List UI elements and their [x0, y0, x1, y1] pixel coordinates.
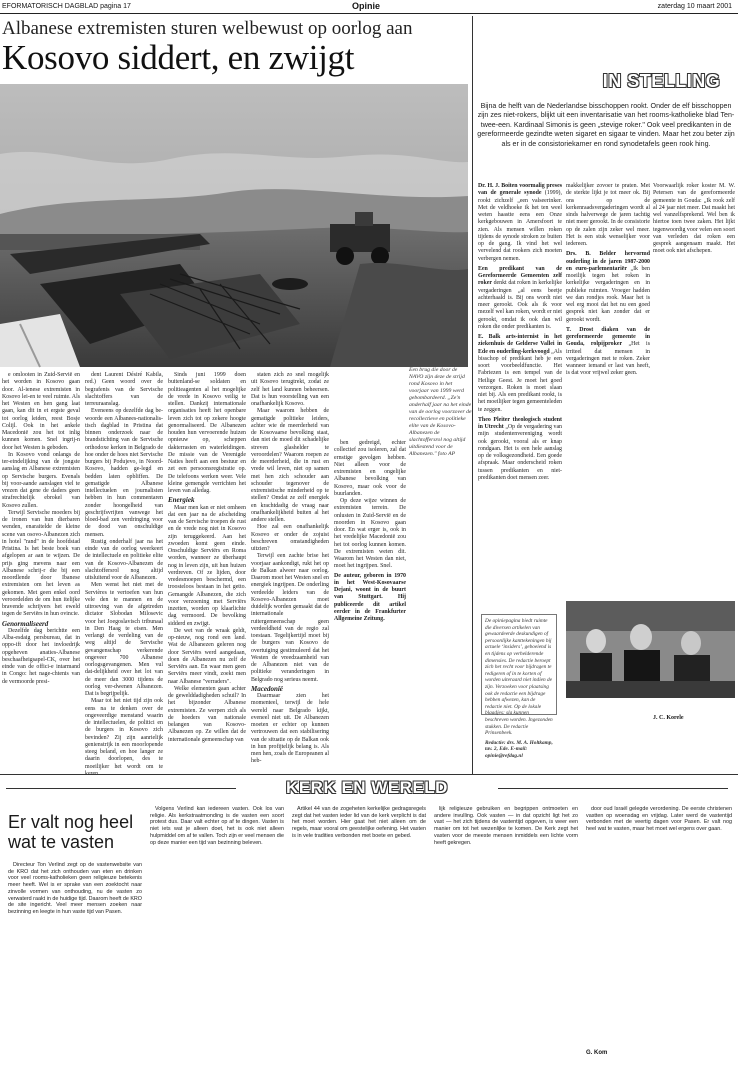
article-headline: Kosovo siddert, en zwijgt [2, 38, 355, 77]
quote-block: Dr. H. J. Boiten voormalig preses van de generale synode (1999), rookt zichzelf „een valseerinker. Met de veldhoeke ik het ten weel weten haastte eens een Onze kerkgebouwen in Amersfoort te zien. Als mensen willen roken tijdens de synode stroken ze buiten op de gang. Ik vind het wel vervelend dat rookers zich moeten verbergen nemen. [478, 183, 562, 262]
religion-column-1 [8, 862, 142, 1062]
paragraph: Maar tot het niet tijd zijn ook eens na te denken over de ongeveerdige menstand waarin de intellectuelen, de politici en de burgers in Kosovo zich bevinden? Zij zijn aanrielijk genienstrijk in een moorlopende steeg beland, en hoe langer ze daarin doorlopen, des te moeilijker het wordt om te [85, 698, 163, 770]
in-stelling-logo: IN STELLING [602, 71, 721, 91]
article-column-2 [85, 372, 163, 772]
paragraph: Maar men kan er niet omheen dat een jaar na de afscheiding van de Servische troepen de rust en de vrede nog niet in Kosovo zijn teruggekeerd. Aan het zwoeden komt geen einde. Onschuldige Serviërs en Roma worden, wanneer ze überhaupt nog in leven zijn, uit hun huizen verdreven. Of ze lijden, door vredesmoepen beschermd, een troosteloos bestaan in het getto. Gemangde Albanezen, die zich voor verzoening met Serviërs inzetten, worden op klaarlichte dag vermoord. De bevolking sidderd en zwijgt. [168, 504, 246, 627]
religion-column-5 [586, 806, 732, 1046]
paragraph: Terwijl een zachte brise het voorjaar aankondigt, rukt het op de Balkan alweer naar oorlog. Daarom moet het Westen snel en energiek ingrijpen. De onderling verdeelde leiders van de Kosovo-Albanezen moet duidelijk worden gemaakt dat de internationale ruitergemeenschap geen verdeeldheid van de regio zal toestaan. Tegelijkertijd moet bij de burgers van Kosovo de overtuiging gestimuleerd dat het Westen de vreedzaamheid van de Albanezen niet van de politieke veranderingen in Belgrado nog serieus neemt. [251, 553, 329, 683]
paragraph: Op deze wijze winnen de extremisten terrein. De onlusten in Zuid-Servië en de moorden in Kosovo gaan door. En wat erger is, ook in het vredelijke Macedonië zou het tot oorlog kunnen komen. De extremisten weten dit. Waarom het Westen dan niet, moet het ingrijpen. Snel. [334, 498, 406, 570]
paragraph: ben gedreigd, echter collectief zou isoleren, zal dat ernstige gevolgen hebben. Niet alleen voor de extremisten en ongelijke Albanese bevolking van Kosovo, maar ook voor de buurlanden. [334, 440, 406, 497]
paragraph: Welke elementen gaan achter de gewelddadigheden schuil? In het bijzonder Albanese extremisten. Ze werpen zich als de hoeders van nationale belangen van Kosovo-Albanezen op. Ze willen dat de internationale gemeenschap van [168, 685, 246, 743]
paragraph: Dezelfde dag berichtte een Alba-esdaig persbureau, dat in oppo-ift door het invloedrijk opgeheven anaties-Albanese beschaafheigsapel-CK, over het einde van de offici-e intarmand in Congo: het nage-chtenis van de vermoorde presi- [2, 627, 80, 685]
photo-caption: Een brug die door de NAVO zijn deze de strijd rond Kosovo in het voorjaar van 1999 werd gebombardeerd. „Ze'n anderhalf jaar na het einde van de oorlog voorzover de recollectieve en politieke elite van de Kosovo-Albanezen de slachtoffersrol nog altijd uitdiestend voor de Albanezen." foto AP [409, 367, 472, 457]
bridge-photo-illustration [0, 84, 468, 367]
article-kicker: Albanese extremisten sturen welbewust op oorlog aan [2, 18, 413, 39]
author-note: De auteur, geboren in 1970 in het West-Kosovaarse Dejani, woont in de buurt van Stuttgart. Hij publiceerde dit artikel eerder in de Frankfurter Allgemeine Zeitung. [334, 572, 406, 622]
paragraph: Rustig onderhalf jaar na het einde van de oorlog weerkeert de intellectuele en politieke elite van de Kosovo-Albanezen de slachtoffersrol nog altijd uitsluitend voor de Albanezen. [85, 538, 163, 581]
paragraph: Daarmaar zien het momenteel, terwijl de hele wereld naar Belgrado kijkt, eveneel niet uit. De Albanezen moeten er echter op kunnen vertrouwen dat een stabilisering van de situatie op de Balkan ook in hun profijtelijk belang is. Als men hen, zoals de Europeanen al heb- [251, 693, 329, 765]
religion-signature: G. Kom [586, 1050, 608, 1056]
quote-block: T. Drost diaken van de gereformeerde gemeente in Gouda, rolpijproker „Het is irriteel dat mensen in vergaderingen met te roken. Zeker wanneer iemand er last van heeft, is dat voor vrijwel zeker geen. [566, 326, 650, 377]
stelling-column-b [566, 183, 650, 595]
quote-block: makkelijker zovoer te praten. Met de sterkte lijkt je tot meer ok. Bij ons op de kerkenraadsvergaderingen wordt al sinds halverwege de jaren tachtig niet meer gerookt. In de consistorie op de zalen zijn zeker wel meer. Het is een stuk wenselijker voor iedereen. [566, 183, 650, 247]
paragraph: dent Laurent Désiré Kabila, red.) Geen woord over de begrafenis van de Servische slachtoffers van de terreuraanslag. [85, 372, 163, 407]
religion-column-4 [434, 806, 578, 1062]
paragraph: Volgens Verlind kan iedereen vasten. Ook los van religie. Als kerkstraatmonding is de vasten een soort protest dus. Daar valt echter op af te dingen. Vasten is niet iets wat je alleen doet, het is ook niet alleen hulpmiddel om af te vallen. Toch zijn er veel mensen die op deze manier een tijd van bezinning beleven. [150, 806, 284, 846]
meeting-photo [566, 601, 735, 698]
column-signature: J. C. Korele [653, 715, 684, 721]
section-divider [0, 774, 738, 775]
article-column-5 [334, 440, 406, 770]
stelling-column-a [478, 183, 562, 603]
religion-column-2 [150, 806, 284, 1062]
paragraph: In Kosovo vond onlangs de ter-eindelijking van de jongste aanslag en Albanese extremisten op Servische burgers. Evenals bij voor-aande aanslagen viel te vrezen dat gene de daders geen strafrechtelijk ebrokel van Kosovo zullen. [2, 451, 80, 509]
religion-headline: Er valt nog heel wat te vasten [8, 812, 134, 852]
subheading: Genormaliseerd [2, 619, 49, 628]
quote-block: Voorwaarlijk roker koster M. W. Petersen van de gereformeerde gemeente in Gouda: „Ik rook zelf al 24 jaar niet meer. Dat maakt het wel vanzelfsprekend. Wel ben ik hiertoe toen twee zaken. Het lijkt tegenwoordig voor velen een soort van verleden dat roken een gesprek aangenaam maakt. Het moet ook niet afschepen. [653, 183, 735, 255]
quote-block: Een predikant van de Gereformeerde Gemeenten zelf roker denkt dat roken in kerkelijke vergaderingen „al eens beetje achterhaald is. Bij ons wordt niet meer gerookt. Ook als ik voor mezelf wel kan roken, wordt er niet gerookt, omdat ik ook dan wil roken die onder predikanten is. [478, 265, 562, 330]
article-column-3 [168, 372, 246, 772]
article-column-1 [2, 372, 80, 772]
paragraph: lijk religieuze gebruiken en begrippen ontmoeten en andere invulling. Ook vasten — in dat opzicht ligt het zo vast — het zich tijdens de vastentijd opgeven, is weer een manier om tot het wezenlijke te komen. De Kerk zegt het vasten voor de meeste mensen inmiddels een lichte vorm heeft gekregen. [434, 806, 578, 846]
meeting-photo-illustration [566, 601, 735, 698]
paragraph: Directeur Ton Verlind zegt op de vastenwebsite van de KRO dat het zich onthouden van eten en drinken voor veel rooms-katholieken geen religieuze betekenis meer heeft. Wel is er sprake van een zoektocht naar zinvolle vormen van onthouding, nu de vasten zo verwaterd raakt in de huidige tijd. Daarom heeft de KRO de site ingericht. Veel meer mensen zoeken naar bezinning en leegte in hun vaste tijd van Pasen. [8, 862, 142, 915]
paragraph: Artikel 44 van de zogeheten kerkelijke gedragsregels zegt dat het vasten ieder lid van de kerk verplicht is dat het moet worden. Hier gaat het niet alleen om de regels, maar vooral om geestelijke oefening. Het vasten is in vele tradities verbonden met boete en gebed. [292, 806, 426, 839]
page-header [0, 0, 738, 14]
article-column-4 [251, 372, 329, 772]
paragraph: Terwijl Servische moeders bij de ironen van hun dierbaren wenden, enaraitelde de kleine scene van osovo-Albanezen zich in hotel "rand" in de hoofdstad Pristina. Is het beste boek van afgelopen ar aan te wijzen. De prijs ging mevens naar een Albanese schrij-r die bij een moordlende door Ibanese extremisten om het leven as gekomen. Met geen enkel oord veroordelden de om hun itelijke bravende schrijvers het eweld tegen de Serviërs in hun ovincie. [2, 509, 80, 618]
paragraph: staten zich zo snel mogelijk uit Kosovo terugtrekt, zodat ze zelf het land kunnen beheersen. Dat is hun voorstelling van een onafhankelijk Kosovo. [251, 372, 329, 407]
quote-block: Drs. B. Belder hervormd ouderling in de jaren 1987-2000 en euro-parlementariër „Ik ben moeilijk tegen het roken in kerkelijke vergaderingen en in publieke ruimten. Vroeger hadden we dan rondjes rook. Maar het is wel erg mooi dat het nu een goed gesprek niet kan zonder dat er gerookt wordt. [566, 251, 650, 323]
paragraph: Sinds juni 1999 doen buitenland-se soldaten en politieagenten al het mogelijke de vrede in Kosovo veilig te stellen. Dankzij internationale organisaties heeft het openbare leven zich tot op zekere hoogte genormaliseerd. De Albanezen houden hun vervoerende huizen opnieuw op, scheppen dakterrasten en waterleidingen. De missie van de Verenigde Naties heeft aan een bestuur en zet een persoonsregistratie op. De telefoons werken weer. Vele kleine gemengde verrichten het leven van alledag. [168, 372, 246, 494]
paragraph: door oud Israël gelegde verordening. De eerste christenen vastten op woensdag en vrijdag. Later werd de vastentijd verbonden met de veertig dagen voor Pasen. Er valt nog heel wat te vasten, maar het moet wel ergens over gaan. [586, 806, 732, 833]
column-intro: Bijna de helft van de Nederlandse bisschoppen rookt. Onder de elf bisschoppen zijn zes niet-rokers, blijkt uit een inventarisatie van het rooms-katholieke blad Ten-twee-een. Kardinaal Simonis is geen „stevige roker." Ook veel predikanten in de gereformeerde gezindte weten sigaret en sigaar te vinden. Maar het zou beter zijn als er in de consistoriekamer en rond synodetafels geen rook hing. [477, 102, 735, 148]
subheading: Energiek [168, 496, 195, 505]
quote-block: Theo Pleiter theologisch student in Utrecht „Op de vergadering van mijn studentenvereniging wordt ook gerookt, vooral als er knap rondgaan. Het is een hele aanslag op de volksgezondheid. Een goede afspraak. Maar onderscheid roken tussen predikanten en niet-predikanten doet mensen zeer. [478, 416, 562, 481]
newspaper-page-label: EFORMATORISCH DAGBLAD pagina 17 [2, 3, 131, 10]
section-title: Opinie [352, 1, 381, 11]
religion-column-3 [292, 806, 426, 1062]
opinion-page-notice: De opiniepagina biedt ruimte die diversen artikelen van gewaardeerde deskundigen of persoonlijke kanttekeningen bij actuele ‘insiders’, geboeiend is en tijdens op verhelderende dimensies. De redactie beroept zich het recht voor bijdragen te redigeren of in te korten of worden uiteraard niet indien de zijn. Verzoeken voor plaatsing ook de redactie een bijdrage hebben afwezen, kan de redactie niet. Op de lokale blaadjes: sla kunnen beschreven worden. Ingezonden stukken. De redactie Prinsenbeek. Redactie: drs. M. A. Holtkamp, tav. 2, Ede. E-mail: opinie@refdag.nl [481, 614, 557, 715]
quote-block: E. Balk arts-internist in het ziekenhuis de Gelderse Vallei in Ede en ouderling-kerkvoogd „Als bisschop of predikant heb je een soort voorbeeldfunctie. Het Fabriezen is een tempel van de Heilige Geest. Je moet het goed verzorgen. Roken is moet slaan niet bij. Als een predikant rookt, is het moeilijker tegen gemeenteleden te zeggen. [478, 334, 562, 413]
paragraph: Eveneens op dezelfde dag be-woorde een Albanees-nationalis-tisch dagblad in Pristina dat binnen onderzoek naar de brandstichting van de Servische orthodoxe kerken in Belgrado de hoe onder de hoes niet Servische burgers bij Podujevo, in Noord-Kosovo, hadden ge-legd en bedden laten opbliffen. De gematigde Albanese intellectuelen en journalisten hebben in hun commentaren zonder hoongelheid van geschrijfsvrijten vanwege het bloed-bad zen verdringing voor de dood van onschuldige mensen. [85, 408, 163, 538]
column-divider [472, 16, 473, 774]
paragraph: Hoe zal een onafhankelijk Kosovo er onder de zojuist beschreven omstandigheden uitzien? [251, 524, 329, 552]
paragraph: e omlooten in Zuid-Servië en het worden in Kosovo gaan door. Al-ienese extremisten in Kosovo lei-en te veel ruimte. Als het Westen en hen gang laat gaan, kan dit in et ergste geval tot oorlog leiden, reest Bosje Colijl. Ook in het ankele Macedonië zou het tot inlig kunnen komen. Snel ingrij-n door het Westen is geboden. [2, 372, 80, 451]
paragraph: Men wenst het niet met de Servières te vertoefen van hun vele den te mannen en de uitroeving van de afgetreden dictator Slobodan Milosevic voor het Joegoslavisch tribunaal in Den Haag te eisen. Men verlangt de verdeling van de weg altijd de Servische gevangenschap verkerende ongeveer 700 Albanese oorlogsgevangenen. Men vul dat-delijkheid over het lot van de meer dan 3000 tijdens de oorlog ver-dwenen Albanezen. Dat is begrijpelijk. [85, 582, 163, 697]
bridge-photo [0, 84, 468, 367]
paragraph: Maar waarom hebben de gematigde politieke leiders, achter wie de meerderheid van de Kosovaarse bevolking staat, dan niet de moed dit schadelijke streven glashelder te veroordelen? Waarom roepen ze de meerderheid, die in rust en vrede wil leven, niet op samen met hen zich schouder aan schouder tegenover de extremistische minderheid op te stellen? Omdat ze zelf energiek en krachtdadig de vraag naar onafhankelijkheid buiten al het andere stellen. [251, 408, 329, 523]
kerk-en-wereld-logo: KERK EN WERELD [234, 777, 500, 799]
issue-date: zaterdag 10 maart 2001 [657, 3, 732, 10]
subheading: Macedonië [251, 684, 283, 693]
paragraph: De wet van de wraak geldt, op-nieuw, nog rond een land. Wat de Albanezen geleren nog door Serviërs werd aangedaan, doen de Albanezen nu zelf de Serviërs aan. En waar men geen Serviërs meer vindt, zoekt men naar Albanese "verraders". [168, 627, 246, 685]
stelling-column-c [653, 183, 735, 595]
